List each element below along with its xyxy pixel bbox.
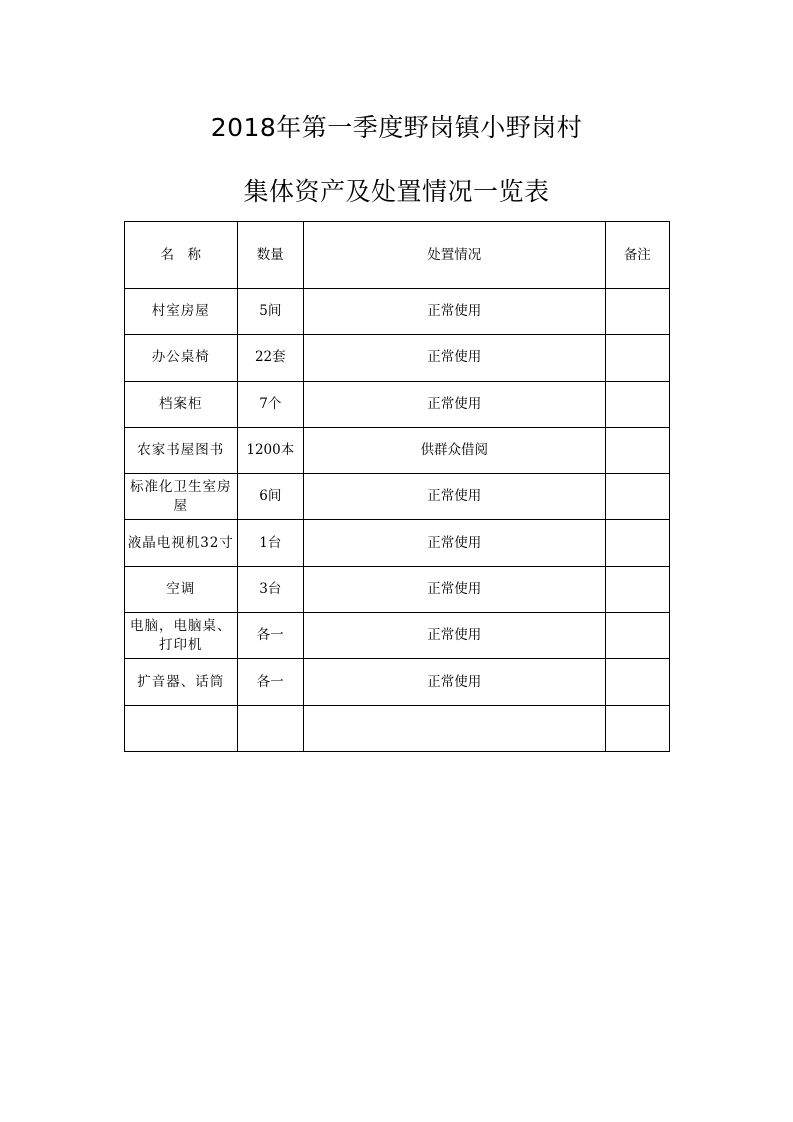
cell-quantity: 3台 — [237, 566, 303, 612]
cell-status: 正常使用 — [303, 381, 605, 427]
cell-note — [605, 566, 669, 612]
cell-name: 电脑，电脑桌、打印机 — [125, 613, 238, 659]
cell-status: 正常使用 — [303, 474, 605, 520]
table-row — [125, 474, 670, 520]
cell-quantity: 6间 — [237, 474, 303, 520]
cell-status — [303, 705, 605, 751]
table-row-empty — [125, 705, 670, 751]
cell-status: 正常使用 — [303, 566, 605, 612]
cell-name: 扩音器、话筒 — [125, 659, 238, 705]
header-status: 处置情况 — [303, 222, 605, 289]
cell-status: 供群众借阅 — [303, 427, 605, 473]
table-row — [125, 520, 670, 566]
cell-status: 正常使用 — [303, 335, 605, 381]
cell-note — [605, 381, 669, 427]
cell-quantity: 22套 — [237, 335, 303, 381]
cell-quantity: 各一 — [237, 613, 303, 659]
cell-quantity — [237, 705, 303, 751]
cell-name: 标准化卫生室房屋 — [125, 474, 238, 520]
cell-status: 正常使用 — [303, 659, 605, 705]
cell-quantity: 各一 — [237, 659, 303, 705]
table-header-row — [125, 222, 670, 289]
cell-note — [605, 705, 669, 751]
cell-name: 档案柜 — [125, 381, 238, 427]
cell-note — [605, 659, 669, 705]
table-row — [125, 427, 670, 473]
cell-quantity: 7个 — [237, 381, 303, 427]
header-note: 备注 — [605, 222, 669, 289]
cell-name: 办公桌椅 — [125, 335, 238, 381]
cell-note — [605, 474, 669, 520]
cell-note — [605, 520, 669, 566]
header-name: 名 称 — [125, 222, 238, 289]
asset-table — [124, 221, 670, 752]
document-title-line-2: 集体资产及处置情况一览表 — [243, 177, 550, 206]
cell-status: 正常使用 — [303, 289, 605, 335]
table-row — [125, 381, 670, 427]
cell-status: 正常使用 — [303, 613, 605, 659]
cell-quantity: 1200本 — [237, 427, 303, 473]
cell-quantity: 5间 — [237, 289, 303, 335]
cell-note — [605, 335, 669, 381]
document-title-line-1: 2018年第一季度野岗镇小野岗村 — [210, 113, 583, 142]
cell-note — [605, 613, 669, 659]
cell-status: 正常使用 — [303, 520, 605, 566]
cell-name — [125, 705, 238, 751]
cell-name: 村室房屋 — [125, 289, 238, 335]
table-row — [125, 659, 670, 705]
cell-note — [605, 289, 669, 335]
cell-name: 空调 — [125, 566, 238, 612]
table-row — [125, 289, 670, 335]
header-quantity: 数量 — [237, 222, 303, 289]
cell-name: 液晶电视机32寸 — [125, 520, 238, 566]
table-row — [125, 335, 670, 381]
table-row — [125, 613, 670, 659]
cell-quantity: 1台 — [237, 520, 303, 566]
cell-name: 农家书屋图书 — [125, 427, 238, 473]
cell-note — [605, 427, 669, 473]
table-row — [125, 566, 670, 612]
